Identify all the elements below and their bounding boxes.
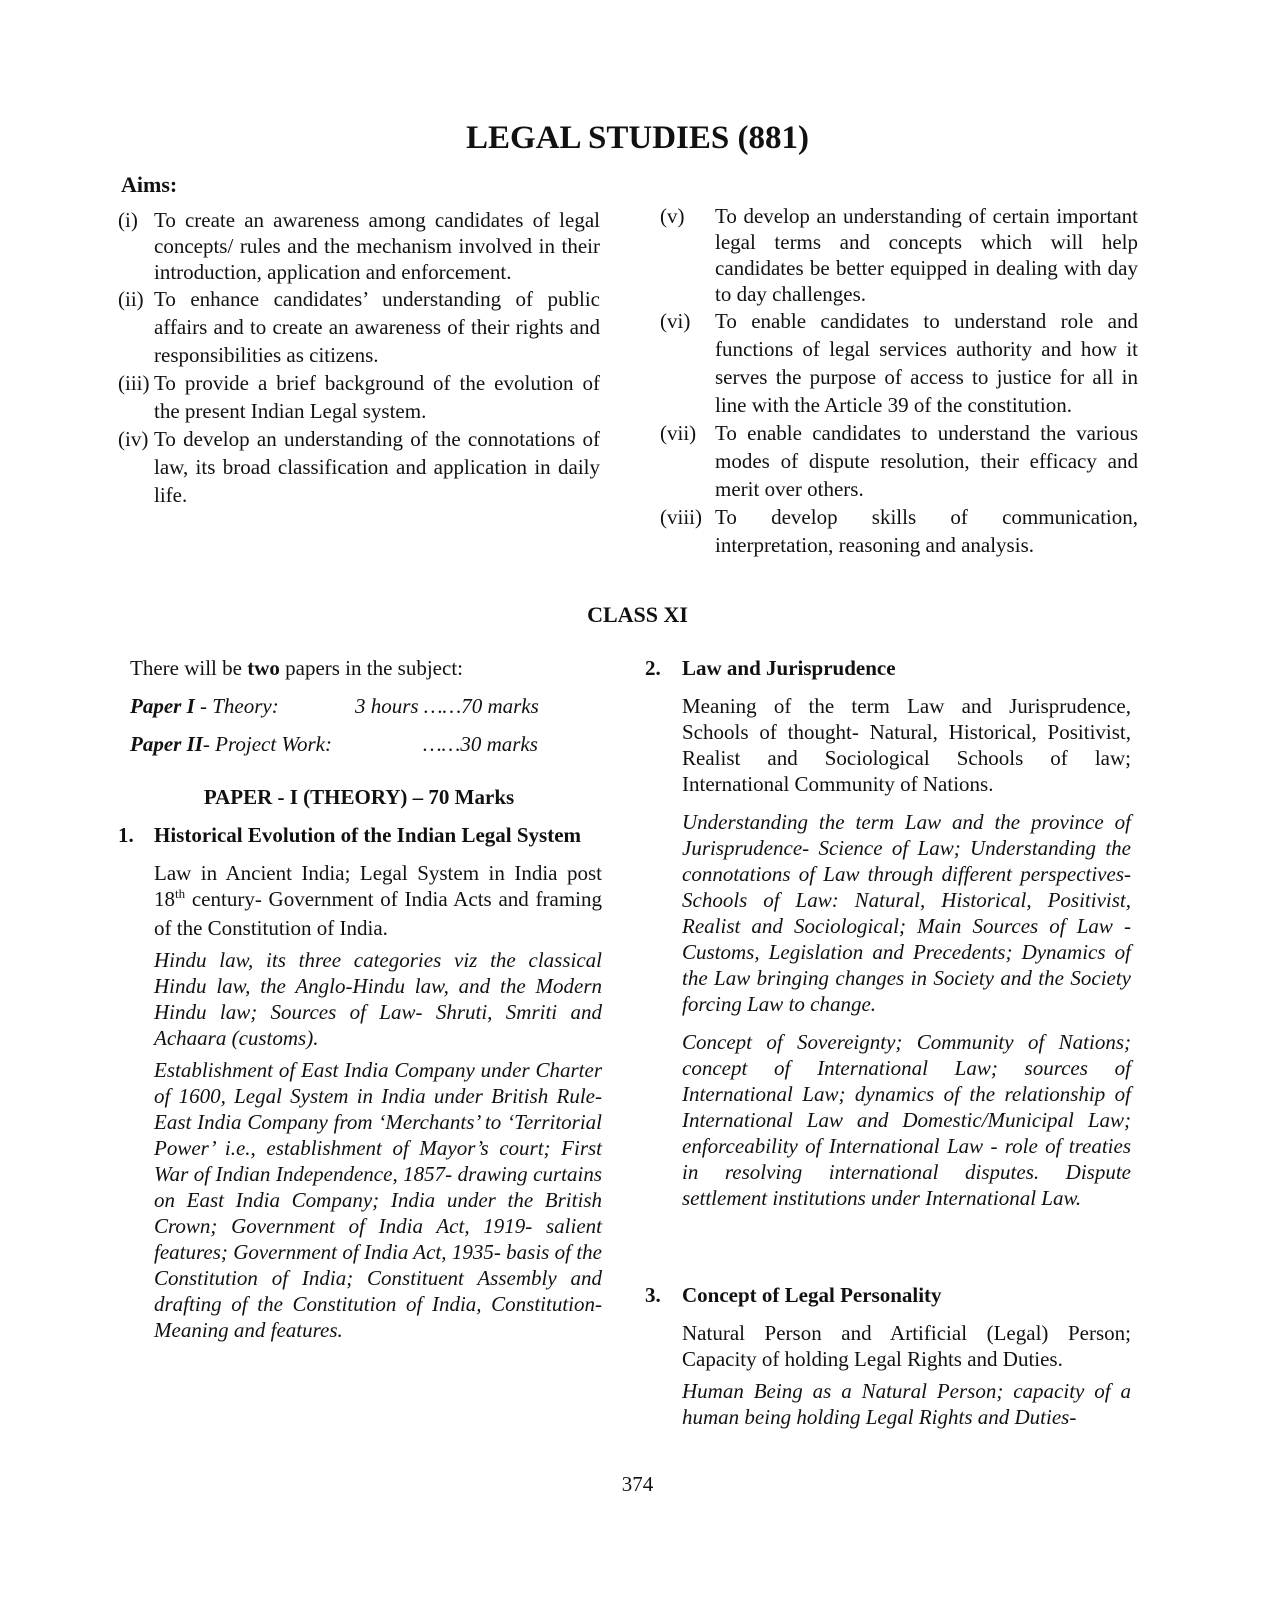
section-1-para-2: Hindu law, its three categories viz the classical Hindu law, the Anglo-Hindu law, and the Modern Hindu law; Sources of Law- Shruti, Smriti and Achaara (customs). <box>154 948 602 1050</box>
section-2-number: 2. <box>645 656 661 680</box>
section-3-para-2: Human Being as a Natural Person; capacity of a human being holding Legal Rights and Duties- <box>682 1379 1131 1429</box>
section-1-para-1-text-end: century- Government of India Acts and framing of the Constitution of India. <box>154 887 602 940</box>
section-2-heading <box>645 655 1131 681</box>
section-1-para-1 <box>118 860 602 941</box>
section-3-title: Concept of Legal Personality <box>682 1283 942 1307</box>
section-3-heading <box>645 1282 1131 1308</box>
section-1-para-3: Establishment of East India Company under Charter of 1600, Legal System in India under British Rule- East India Company from ‘Merchants’ to ‘Territorial Power’ i.e., establishment of Mayor’s court; First War of Indian Independence, 1857- drawing curtains on East India Company; India under the British Crown; Government of India Act, 1919- salient features; Government of India Act, 1935- basis of the Constitution of India; Constituent Assembly and drafting of the Constitution of India, Constitution-Meaning and features. <box>154 1058 602 1342</box>
section-1-number: 1. <box>118 823 134 847</box>
papers-intro <box>130 655 600 681</box>
aims-right-list <box>660 203 1138 559</box>
aim-item <box>118 369 600 425</box>
section-2-para-1: Meaning of the term Law and Jurisprudence, Schools of thought- Natural, Historical, Positivist, Realist and Sociological Schools of law; International Community of Nations. <box>682 694 1131 796</box>
section-3-number: 3. <box>645 1283 661 1307</box>
aim-text: To develop an understanding of the connotations of law, its broad classification and application in daily life. <box>154 427 600 507</box>
page-title: LEGAL STUDIES (881) <box>466 120 809 156</box>
aim-number: (iv) <box>118 427 149 451</box>
section-1 <box>118 822 602 1343</box>
paper2-type: - Project Work: <box>202 732 332 756</box>
aims-heading: Aims: <box>121 172 178 197</box>
papers-count: two <box>247 656 280 680</box>
aims-left-list <box>118 207 600 509</box>
aim-item <box>660 307 1138 419</box>
paper1-time: 3 hours ……70 marks <box>355 694 539 718</box>
aim-number: (v) <box>660 204 685 228</box>
aim-text: To develop skills of communication, interpretation, reasoning and analysis. <box>715 505 1138 557</box>
aim-text: To enhance candidates’ understanding of public affairs and to create an awareness of their rights and responsibilities as citizens. <box>154 287 600 367</box>
aim-text: To enable candidates to understand role and functions of legal services authority and how it serves the purpose of access to justice for all in line with the Article 39 of the constitution. <box>715 309 1138 417</box>
section-1-para-1-text: Law in Ancient India; Legal System in India post 18 <box>154 861 602 911</box>
superscript: th <box>175 886 186 901</box>
section-2-para-2: Understanding the term Law and the province of Jurisprudence- Science of Law; Understanding the connotations of Law through different perspectives- Schools of Law: Natural, Historical, Positivist, Realist and Sociological; Main Sources of Law - Customs, Legislation and Precedents; Dynamics of the Law bringing changes in Society and the Society forcing Law to change. <box>682 810 1131 1016</box>
aim-number: (i) <box>118 208 138 232</box>
section-2-title: Law and Jurisprudence <box>682 656 896 680</box>
paper-heading: PAPER - I (THEORY) – 70 Marks <box>203 785 515 809</box>
page-number: 374 <box>621 1472 654 1496</box>
aim-item <box>660 503 1138 559</box>
paper2-line <box>130 731 332 757</box>
aim-item <box>118 285 600 369</box>
paper1-label: Paper I <box>130 694 195 718</box>
aim-number: (vi) <box>660 309 691 333</box>
aim-text: To create an awareness among candidates of legal concepts/ rules and the mechanism involved in their introduction, application and enforcement. <box>154 208 600 284</box>
section-1-heading <box>118 822 602 848</box>
aim-item <box>660 203 1138 307</box>
section-2-para-3: Concept of Sovereignty; Community of Nations; concept of International Law; sources of International Law; dynamics of the relationship of International Law and Domestic/Municipal Law; enforceability of International Law - role of treaties in resolving international disputes. Dispute settlement institutions under International Law. <box>682 1030 1131 1210</box>
section-3 <box>645 1282 1131 1430</box>
aim-number: (ii) <box>118 287 144 311</box>
aim-number: (iii) <box>118 371 150 395</box>
paper2-marks: ……30 marks <box>423 732 538 756</box>
paper1-type: - Theory: <box>194 694 279 718</box>
section-2 <box>645 655 1131 1211</box>
aim-text: To develop an understanding of certain important legal terms and concepts which will help candidates be better equipped in dealing with day to day challenges. <box>715 204 1138 306</box>
aim-item <box>118 425 600 509</box>
section-1-title: Historical Evolution of the Indian Legal System <box>154 823 582 847</box>
paper2-label: Paper II <box>130 732 203 756</box>
aim-item <box>660 419 1138 503</box>
aim-text: To provide a brief background of the evolution of the present Indian Legal system. <box>154 371 600 423</box>
papers-intro-text: There will be <box>130 656 248 680</box>
paper1-line <box>130 693 279 719</box>
papers-intro-text-end: papers in the subject: <box>279 656 463 680</box>
section-3-para-1: Natural Person and Artificial (Legal) Person; Capacity of holding Legal Rights and Duties. <box>682 1321 1131 1371</box>
aim-item <box>118 207 600 285</box>
aim-number: (viii) <box>660 505 702 529</box>
class-heading: CLASS XI <box>587 602 688 627</box>
aim-number: (vii) <box>660 421 697 445</box>
aim-text: To enable candidates to understand the various modes of dispute resolution, their efficacy and merit over others. <box>715 421 1138 501</box>
